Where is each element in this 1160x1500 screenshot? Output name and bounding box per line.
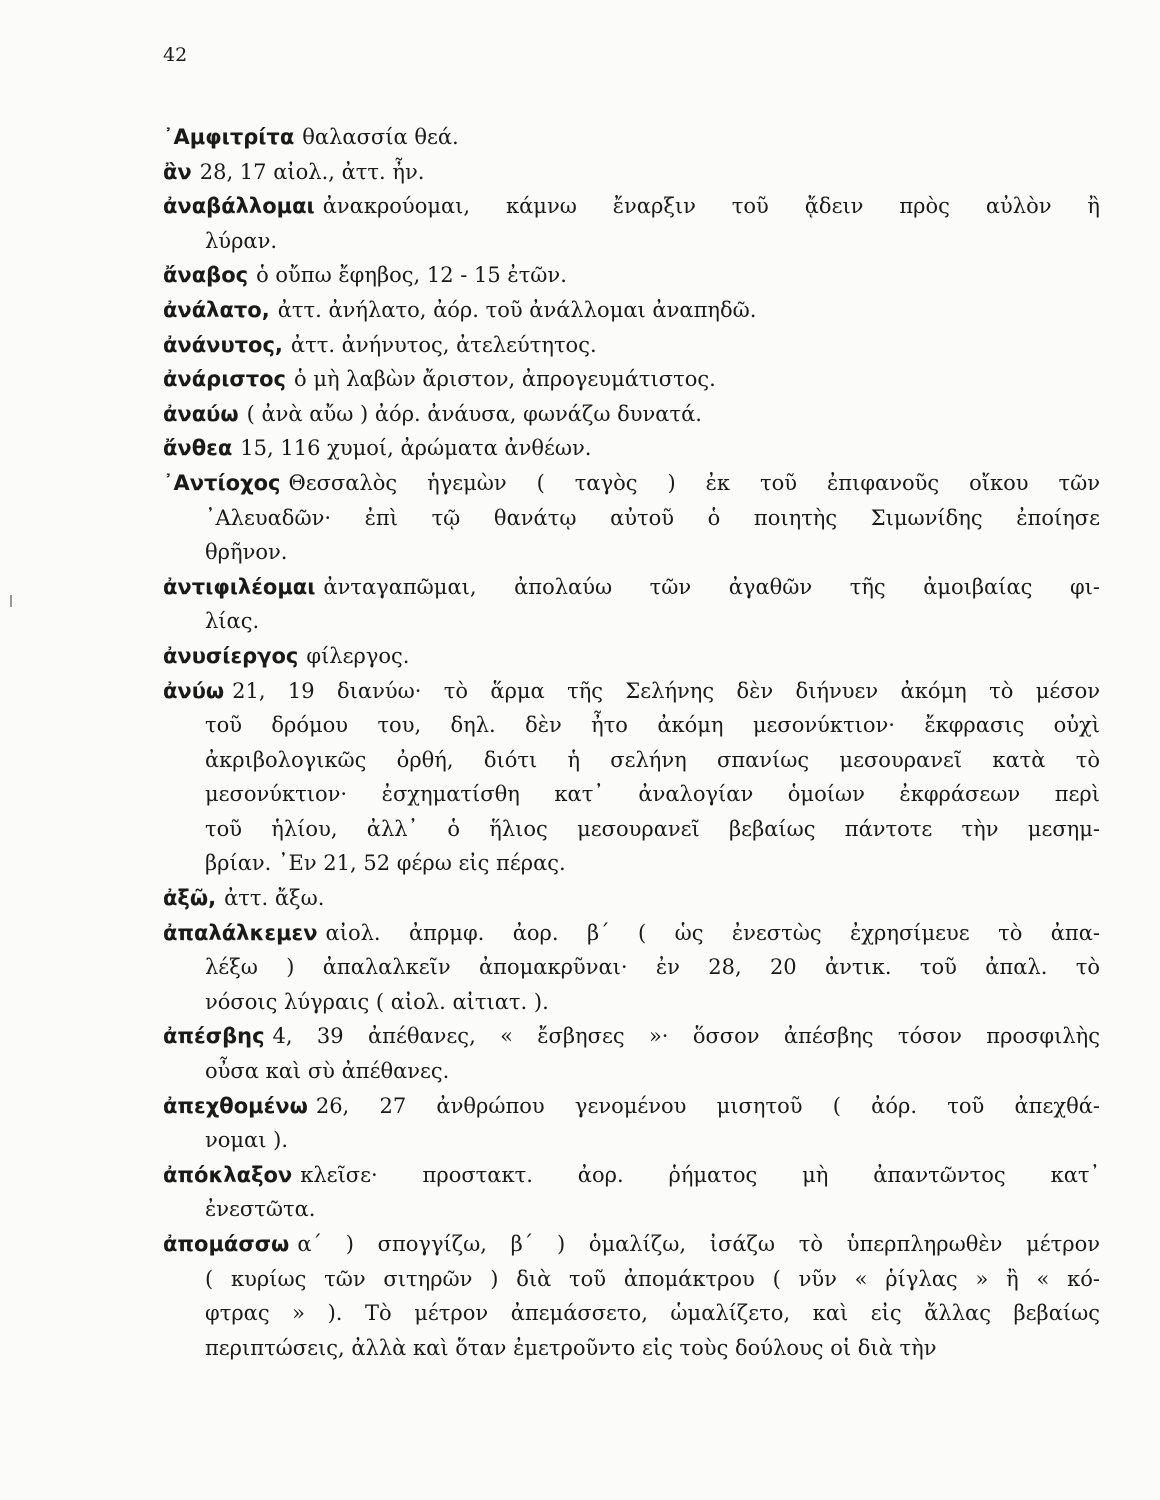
- entry-headword: ἀνύω: [163, 678, 225, 703]
- entry-headword: ἀνάνυτος,: [163, 332, 283, 357]
- entry-continuation-line: [163, 1123, 1100, 1158]
- entry-text: περιπτώσεις, ἀλλὰ καὶ ὅταν ἐμετροῦντο εἰς τοὺς δούλους οἱ διὰ τὴν: [205, 1335, 937, 1360]
- entry-continuation-line: [163, 224, 1100, 259]
- entry-headword: ἄναβος: [163, 263, 249, 288]
- entry-text: ἀκριβολογικῶς ὀρθή, διότι ἡ σελήνη σπανίως μεσουρανεῖ κατὰ τὸ: [205, 747, 1100, 772]
- entry-headword: ᾿Αντίοχος: [163, 470, 281, 495]
- entry-text: βρίαν. ᾿Εν 21, 52 φέρω εἰς πέρας.: [205, 851, 566, 876]
- entry-text: ᾿Αλευαδῶν· ἐπὶ τῷ θανάτῳ αὐτοῦ ὁ ποιητὴς Σιμωνίδης ἐποίησε: [205, 505, 1100, 530]
- entry-text: νόσοις λύγραις ( αἰολ. αἰτιατ. ).: [205, 989, 549, 1014]
- entry-headword: ἀναύω: [163, 401, 239, 426]
- entry-continuation-line: [163, 1192, 1100, 1227]
- entry-headword: ἀξῶ,: [163, 886, 217, 911]
- entry-text: 26, 27 ἀνθρώπου γενομένου μισητοῦ ( ἀόρ. τοῦ ἀπεχθά-: [315, 1093, 1100, 1118]
- entry-text: ἀττ. ἀνήλατο, ἀόρ. τοῦ ἀνάλλομαι ἀναπηδῶ.: [277, 297, 757, 322]
- glossary-entry: [163, 639, 1100, 674]
- entry-headword: ἀπομάσσω: [163, 1232, 290, 1256]
- glossary-entry: [163, 916, 1100, 951]
- glossary-entry: [163, 881, 1100, 916]
- entry-text: τοῦ ἡλίου, ἀλλ᾿ ὁ ἥλιος μεσουρανεῖ βεβαίως πάντοτε τὴν μεσημ-: [205, 816, 1100, 841]
- entry-text: ἀττ. ἄξω.: [224, 886, 325, 911]
- glossary-content: [163, 120, 1100, 1365]
- entry-headword: ἀπέσβης: [163, 1024, 265, 1049]
- entry-text: ( ἀνὰ αὔω ) ἀόρ. ἀνάυσα, φωνάζω δυνατά.: [246, 401, 702, 426]
- entry-continuation-line: [163, 604, 1100, 639]
- entry-text: 21, 19 διανύω· τὸ ἅρμα τῆς Σελήνης δὲν διήνυεν ἀκόμη τὸ μέσον: [232, 678, 1100, 703]
- entry-text: α΄ ) σπογγίζω, β΄ ) ὁμαλίζω, ἰσάζω τὸ ὑπερπληρωθὲν μέτρον: [297, 1232, 1100, 1256]
- entry-headword: ἀνυσίεργος: [163, 643, 299, 668]
- entry-headword: ἀντιφιλέομαι: [163, 574, 316, 599]
- glossary-entry: [163, 1089, 1100, 1124]
- entry-text: τοῦ δρόμου του, δηλ. δὲν ἦτο ἀκόμη μεσονύκτιον· ἔκφρασις οὐχὶ: [205, 713, 1100, 738]
- glossary-entry: [163, 1019, 1100, 1054]
- glossary-entry: [163, 570, 1100, 605]
- entry-continuation-line: [163, 846, 1100, 881]
- entry-headword: ἂν: [163, 159, 192, 184]
- entry-headword: ἀνάριστος: [163, 367, 287, 392]
- entry-text: 4, 39 ἀπέθανες, « ἔσβησες »· ὅσσον ἀπέσβης τόσον προσφιλὴς: [272, 1024, 1100, 1049]
- glossary-entry: [163, 258, 1100, 293]
- glossary-entry: [163, 293, 1100, 328]
- entry-text: θρῆνον.: [205, 540, 288, 565]
- entry-continuation-line: [163, 501, 1100, 536]
- glossary-entry: [163, 674, 1100, 709]
- entry-text: 28, 17 αἰολ., ἀττ. ἦν.: [199, 159, 425, 184]
- entry-text: λύραν.: [205, 228, 278, 253]
- entry-text: ὁ μὴ λαβὼν ἄριστον, ἀπρογευμάτιστος.: [294, 367, 716, 392]
- entry-text: 15, 116 χυμοί, ἀρώματα ἀνθέων.: [240, 436, 592, 461]
- glossary-entry: [163, 397, 1100, 432]
- page-number: 42: [163, 44, 188, 66]
- entry-headword: ἀπόκλαξον: [163, 1162, 293, 1187]
- glossary-entry: [163, 328, 1100, 363]
- entry-text: οὖσα καὶ σὺ ἀπέθανες.: [205, 1059, 450, 1084]
- glossary-entry: [163, 362, 1100, 397]
- entry-continuation-line: [163, 777, 1100, 812]
- glossary-entry: [163, 1158, 1100, 1193]
- entry-text: λίας.: [205, 609, 260, 634]
- entry-headword: ᾿Αμφιτρίτα: [163, 125, 295, 149]
- entry-text: ( κυρίως τῶν σιτηρῶν ) διὰ τοῦ ἀπομάκτρου ( νῦν « ῥίγλας » ἢ « κό-: [205, 1266, 1100, 1291]
- entry-headword: ἀνάλατο,: [163, 297, 270, 322]
- entry-text: θαλασσία θεά.: [302, 125, 459, 149]
- entry-continuation-line: [163, 535, 1100, 570]
- glossary-entry: [163, 189, 1100, 224]
- entry-continuation-line: [163, 950, 1100, 985]
- margin-mark: [10, 595, 12, 607]
- entry-continuation-line: [163, 1331, 1100, 1366]
- glossary-entry: [163, 120, 1100, 155]
- entry-text: ἀττ. ἀνήνυτος, ἀτελεύτητος.: [290, 332, 597, 357]
- entry-headword: ἀπεχθομένω: [163, 1093, 308, 1118]
- glossary-entry: [163, 1227, 1100, 1262]
- entry-headword: ἀπαλάλκεμεν: [163, 920, 318, 945]
- entry-text: αἰολ. ἀπρμφ. ἀορ. β΄ ( ὡς ἐνεστὼς ἐχρησίμευε τὸ ἀπα-: [325, 920, 1100, 945]
- entry-text: ἀνταγαπῶμαι, ἀπολαύω τῶν ἀγαθῶν τῆς ἀμοιβαίας φι-: [323, 574, 1100, 599]
- entry-text: νομαι ).: [205, 1128, 289, 1153]
- entry-headword: ἀναβάλλομαι: [163, 194, 315, 219]
- entry-continuation-line: [163, 743, 1100, 778]
- entry-headword: ἄνθεα: [163, 436, 233, 461]
- glossary-entry: [163, 466, 1100, 501]
- entry-text: κλεῖσε· προστακτ. ἀορ. ῥήματος μὴ ἀπαντῶντος κατ᾿: [300, 1162, 1100, 1187]
- glossary-entry: [163, 431, 1100, 466]
- entry-text: Θεσσαλὸς ἡγεμὼν ( ταγὸς ) ἐκ τοῦ ἐπιφανοῦς οἴκου τῶν: [288, 470, 1100, 495]
- entry-continuation-line: [163, 1262, 1100, 1297]
- entry-continuation-line: [163, 985, 1100, 1020]
- entry-continuation-line: [163, 1054, 1100, 1089]
- entry-text: φτρας » ). Τὸ μέτρον ἀπεμάσσετο, ὡμαλίζετο, καὶ εἰς ἄλλας βεβαίως: [205, 1301, 1100, 1326]
- entry-continuation-line: [163, 812, 1100, 847]
- entry-text: ὁ οὔπω ἔφηβος, 12 - 15 ἐτῶν.: [256, 263, 567, 288]
- entry-text: ἀνακρούομαι, κάμνω ἔναρξιν τοῦ ᾄδειν πρὸς αὐλὸν ἢ: [322, 194, 1100, 219]
- entry-text: μεσονύκτιον· ἐσχηματίσθη κατ᾿ ἀναλογίαν ὁμοίων ἐκφράσεων περὶ: [205, 782, 1100, 807]
- glossary-entry: [163, 155, 1100, 190]
- entry-text: φίλεργος.: [306, 643, 410, 668]
- entry-text: ἐνεστῶτα.: [205, 1197, 316, 1222]
- entry-continuation-line: [163, 1296, 1100, 1331]
- entry-continuation-line: [163, 708, 1100, 743]
- entry-text: λέξω ) ἀπαλαλκεῖν ἀπομακρῦναι· ἐν 28, 20 ἀντικ. τοῦ ἀπαλ. τὸ: [205, 955, 1100, 980]
